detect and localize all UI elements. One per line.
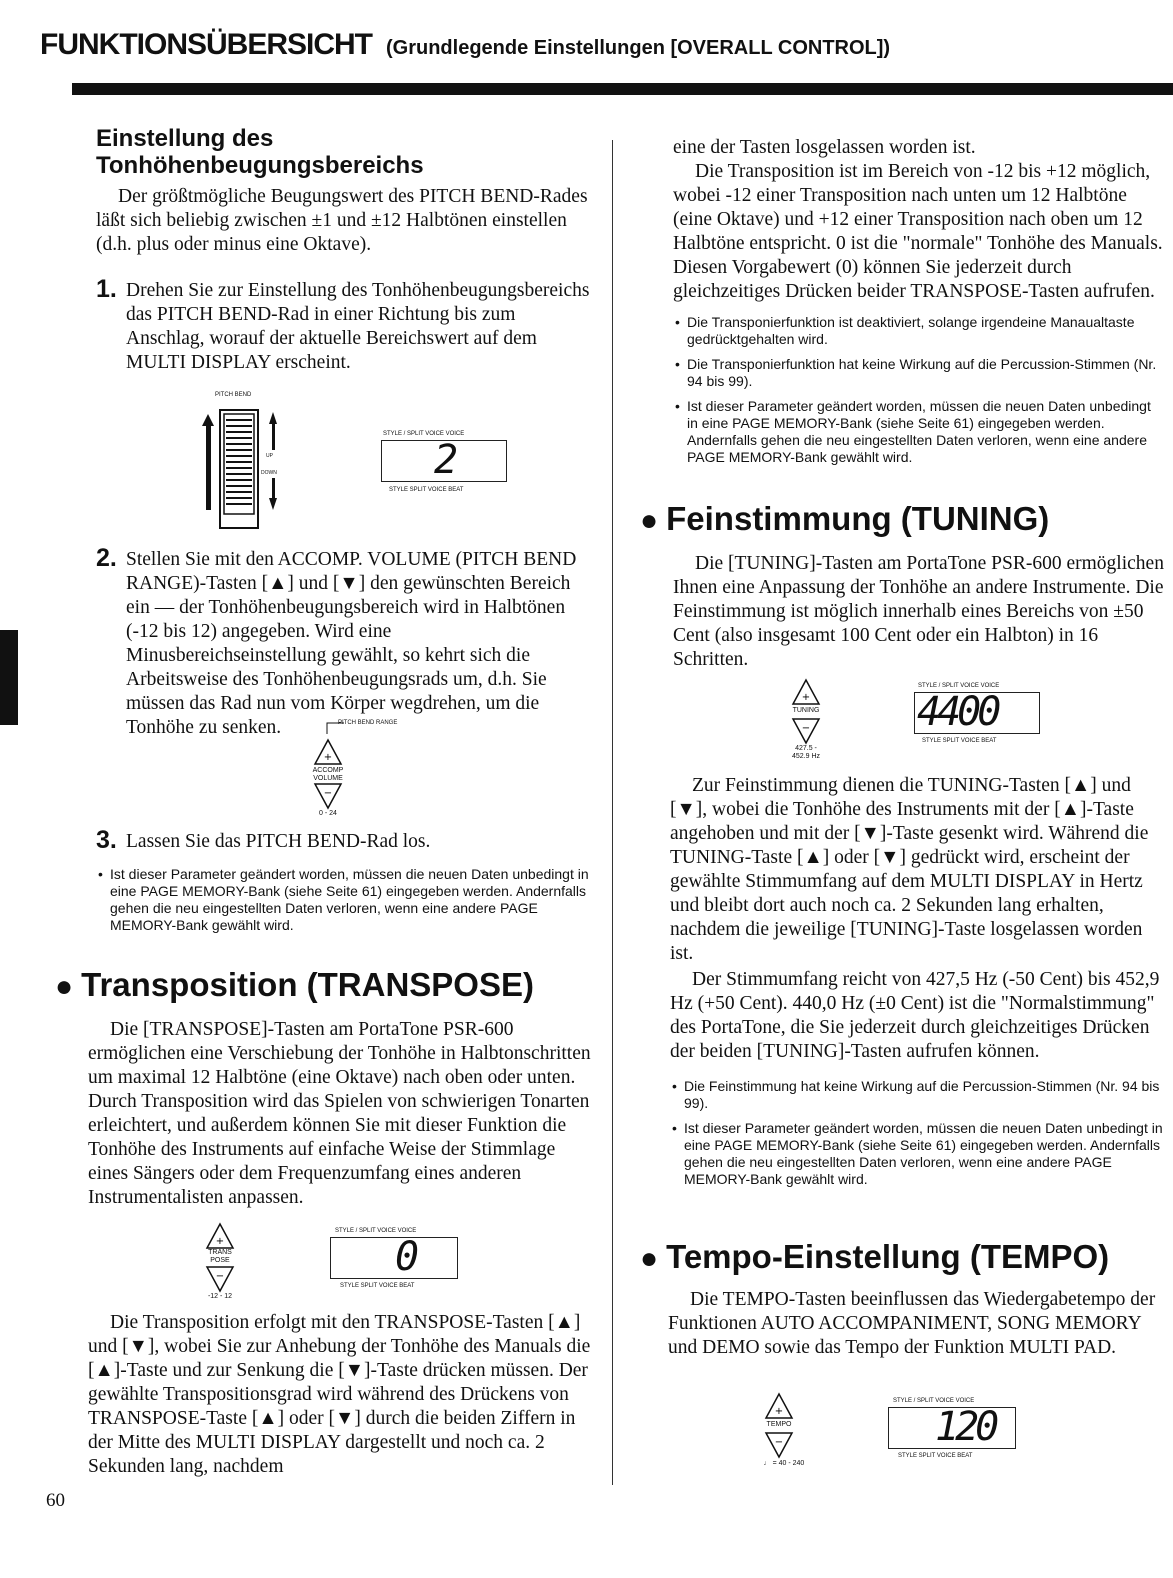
step-1 bbox=[96, 275, 591, 375]
note-pitch-bend: • Ist dieser Parameter geändert worden, müssen die neuen Daten unbedingt in eine PAGE MEMORY-Bank (siehe Seite 61) eingegeben werden. Andernfalls gehen die neu eingestellten Daten verloren, wenn eine andere PAGE MEMORY-Bank gewählt wird. bbox=[98, 866, 589, 933]
note-transpose-c: • Ist dieser Parameter geändert worden, müssen die neuen Daten unbedingt in eine PAGE MEMORY-Bank (siehe Seite 61) eingegeben werden. Andernfalls gehen die neu eingestellten Daten verloren, wenn eine andere PAGE MEMORY-Bank gewählt wird. bbox=[675, 398, 1151, 465]
accomp-label: ACCOMP bbox=[312, 767, 344, 774]
left-column-4 bbox=[88, 1311, 593, 1479]
up-triangle-button-icon[interactable] bbox=[205, 1222, 235, 1250]
bullet-icon: ● bbox=[55, 970, 74, 1003]
lcd-5-top-label: STYLE / SPLIT VOICE VOICE bbox=[893, 1398, 975, 1404]
note-transpose-a: • Die Transponierfunktion ist deaktiviert, solange irgendeine Manaualtaste gedrücktgehalten wird. bbox=[675, 314, 1135, 347]
lcd-4-top-label: STYLE / SPLIT VOICE VOICE bbox=[918, 683, 1000, 689]
page-title: FUNKTIONSÜBERSICHT bbox=[40, 28, 372, 61]
step-3-number: 3. bbox=[96, 826, 117, 854]
tempo-range: ♩ = 40 - 240 bbox=[763, 1460, 805, 1467]
tuning-range-2: 452.9 Hz bbox=[791, 753, 821, 760]
note-tuning-a: • Die Feinstimmung hat keine Wirkung auf die Percussion-Stimmen (Nr. 94 bis 99). bbox=[672, 1078, 1160, 1111]
left-column-2 bbox=[96, 544, 591, 740]
svg-text:−: − bbox=[801, 723, 811, 734]
transpose-heading: ● Transposition (TRANSPOSE) bbox=[55, 966, 534, 1003]
lcd-3-top-label: STYLE / SPLIT VOICE VOICE bbox=[335, 1228, 417, 1234]
lcd-display-transpose bbox=[330, 1234, 458, 1280]
step-2 bbox=[96, 544, 591, 740]
lcd-1-top-label: STYLE / SPLIT VOICE VOICE bbox=[383, 431, 465, 437]
down-triangle-button-icon[interactable] bbox=[764, 1431, 794, 1459]
tempo-label: TEMPO bbox=[766, 1421, 792, 1428]
page-subtitle: (Grundlegende Einstellungen [OVERALL CONTROL]) bbox=[386, 37, 891, 59]
volume-label: VOLUME bbox=[313, 775, 343, 782]
svg-text:+: + bbox=[801, 692, 811, 703]
transpose-continued: eine der Tasten losgelassen worden ist. bbox=[673, 137, 976, 158]
note-tuning-b: • Ist dieser Parameter geändert worden, müssen die neuen Daten unbedingt in eine PAGE MEMORY-Bank (siehe Seite 61) eingegeben werden. Andernfalls gehen die neu eingestellten Daten verloren, wenn eine andere PAGE MEMORY-Bank gewählt wird. bbox=[672, 1120, 1163, 1187]
tempo-heading: ● Tempo-Einstellung (TEMPO) bbox=[640, 1238, 1110, 1275]
down-triangle-button-icon[interactable] bbox=[791, 717, 821, 745]
lcd-3-value: 0 bbox=[395, 1234, 420, 1280]
svg-text:−: − bbox=[215, 1271, 225, 1282]
figure-pitch-bend bbox=[195, 390, 525, 530]
lcd-display-tuning bbox=[914, 689, 1040, 735]
lcd-display-tempo bbox=[888, 1404, 1016, 1450]
tuning-range-1: 427.5 - bbox=[795, 745, 817, 752]
bullet-icon: ● bbox=[640, 1242, 659, 1275]
up-triangle-button-icon[interactable] bbox=[764, 1392, 794, 1420]
right-column bbox=[673, 136, 1163, 466]
step-2-number: 2. bbox=[96, 544, 117, 572]
note-transpose-b: • Die Transponierfunktion hat keine Wirkung auf die Percussion-Stimmen (Nr. 94 bis 99). bbox=[675, 356, 1157, 389]
lcd-3-bottom-label: STYLE SPLIT VOICE BEAT bbox=[340, 1283, 415, 1289]
down-triangle-button-icon[interactable] bbox=[205, 1265, 235, 1293]
step-1-text: Drehen Sie zur Einstellung des Tonhöhenbeugungsbereichs das PITCH BEND-Rad in einer Richtung bis zum Anschlag, worauf der aktuelle Bereichswert auf dem MULTI DISPLAY erscheint. bbox=[126, 280, 590, 373]
pose-label: POSE bbox=[210, 1257, 230, 1264]
tempo-intro: Die TEMPO-Tasten beeinflussen das Wiedergabetempo der Funktionen AUTO ACCOMPANIMENT, SONG MEMORY und DEMO sowie das Tempo der Funktion MULTI PAD. bbox=[668, 1289, 1156, 1358]
lcd-4-bottom-label: STYLE SPLIT VOICE BEAT bbox=[922, 738, 997, 744]
up-triangle-button-icon[interactable] bbox=[791, 678, 821, 706]
pitch-bend-wheel-icon bbox=[195, 390, 290, 530]
tuning-intro: Die [TUNING]-Tasten am PortaTone PSR-600 ermöglichen Ihnen eine Anpassung der Tonhöhe an andere Instrumente. Die Feinstimmung ist möglich innerhalb eines Bereichs von ±50 Cent (also insgesamt 100 Cent oder ein Halbton) in 16 Schritten. bbox=[673, 553, 1164, 670]
page-number: 60 bbox=[46, 1490, 65, 1511]
column-divider bbox=[612, 140, 613, 1485]
down-label: DOWN bbox=[261, 470, 277, 476]
transpose-section bbox=[55, 966, 595, 1210]
tuning-section bbox=[640, 500, 1165, 672]
transpose-paragraph-2: Die Transposition erfolgt mit den TRANSPOSE-Tasten [▲] und [▼], wobei Sie zur Anhebung der Tonhöhe des Manuals die [▲]-Taste und zur Senkung die [▼]-Taste drücken müssen. Der gewählte Transpositionsgrad wird während des Drückens von TRANSPOSE-Taste [▲] oder [▼] durch die beiden Ziffern in der Mitte des MULTI DISPLAY dargestellt und noch ca. 2 Sekunden lang, nachdem bbox=[88, 1312, 591, 1477]
figure-tempo bbox=[760, 1390, 1040, 1480]
step-2-text: Stellen Sie mit den ACCOMP. VOLUME (PITCH BEND RANGE)-Tasten [▲] und [▼] den gewünschten Bereich ein — der Tonhöhenbeugungsbereich wird in Halbtönen (-12 bis 12) angegeben. Wird eine Minusbereichseinstellung gewählt, so kehrt sich die Arbeitsweise des Tonhöhenbeugungsrads um, d.h. Sie müssen das Rad nun vom Körper wegdrehen, um die Tonhöhe zu senken. bbox=[126, 549, 577, 738]
page-header bbox=[40, 28, 890, 62]
up-triangle-button-icon[interactable] bbox=[313, 738, 343, 766]
lcd-display-1 bbox=[381, 437, 507, 483]
step-1-number: 1. bbox=[96, 275, 117, 303]
accomp-volume-range: 0 - 24 bbox=[319, 810, 337, 817]
up-label: UP bbox=[266, 453, 273, 459]
lcd-5-bottom-label: STYLE SPLIT VOICE BEAT bbox=[898, 1453, 973, 1459]
pitch-bend-range-label: PITCH BEND RANGE bbox=[338, 720, 398, 726]
thumb-index-bar bbox=[0, 630, 18, 725]
header-rule bbox=[72, 83, 1173, 95]
pitch-bend-heading: Einstellung des Tonhöhenbeugungsbereichs bbox=[96, 125, 424, 179]
left-column bbox=[96, 125, 591, 375]
tuning-label: TUNING bbox=[792, 707, 820, 714]
lcd-4-value: 4400 bbox=[917, 689, 998, 735]
bullet-icon: ● bbox=[640, 504, 659, 537]
figure-transpose bbox=[195, 1220, 475, 1310]
left-column-3 bbox=[96, 826, 591, 934]
svg-text:+: + bbox=[323, 752, 333, 763]
tuning-paragraph-3: Der Stimmumfang reicht von 427,5 Hz (-50 Cent) bis 452,9 Hz (+50 Cent). 440,0 Hz (±0 Cent) ist die "Normalstimmung" des PortaTone, die Sie jederzeit durch gleichzeitiges Drücken der beiden [TUNING]-Tasten aufrufen können. bbox=[670, 969, 1160, 1062]
svg-text:+: + bbox=[215, 1236, 225, 1247]
transpose-range-paragraph: Die Transposition ist im Bereich von -12 bis +12 möglich, wobei -12 einer Transposition nach unten um 12 Halbtöne (eine Oktave) und +12 einer Transposition nach oben um 12 Halbtöne entspricht. 0 ist die "normale" Tonhöhe des Manuals. Diesen Vorgabewert (0) können Sie jederzeit durch gleichzeitiges Drücken beider TRANSPOSE-Tasten aufrufen. bbox=[673, 161, 1163, 302]
trans-label: TRANS bbox=[208, 1249, 232, 1256]
lcd-5-value: 120 bbox=[935, 1404, 996, 1450]
pitch-bend-intro: Der größtmögliche Beugungswert des PITCH BEND-Rades läßt sich beliebig zwischen ±1 und ±12 Halbtönen einstellen (d.h. plus oder minus eine Oktave). bbox=[96, 186, 588, 255]
tuning-heading: ● Feinstimmung (TUNING) bbox=[640, 500, 1050, 537]
lcd-1-bottom-label: STYLE SPLIT VOICE BEAT bbox=[389, 487, 464, 493]
svg-text:−: − bbox=[323, 788, 333, 799]
transpose-intro: Die [TRANSPOSE]-Tasten am PortaTone PSR-600 ermöglichen eine Verschiebung der Tonhöhe in Halbtonschritten um maximal 12 Halbtöne (eine Oktave) nach oben oder unten. Durch Transposition wird das Spielen von schwierigen Tonarten erleichtert, und außerdem können Sie mit dieser Funktion die Tonhöhe des Instruments auf einfache Weise der Stimmlage eines Sängers oder dem Frequenzumfang eines anderen Instrumentalisten anpassen. bbox=[88, 1019, 591, 1208]
right-column-2 bbox=[670, 774, 1165, 1188]
svg-text:+: + bbox=[774, 1406, 784, 1417]
down-triangle-button-icon[interactable] bbox=[313, 782, 343, 810]
step-3 bbox=[96, 826, 591, 854]
tuning-paragraph-2: Zur Feinstimmung dienen die TUNING-Tasten [▲] und [▼], wobei die Tonhöhe des Instruments mit der [▲]-Taste angehoben und mit der [▼]-Taste gesenkt wird. Während die TUNING-Taste [▲] oder [▼] gedrückt wird, erscheint der gewählte Stimmumfang auf dem MULTI DISPLAY in Hertz und bleibt dort auch noch ca. 2 Sekunden lang erhalten, nachdem die jeweilige [TUNING]-Taste losgelassen worden ist. bbox=[670, 775, 1149, 964]
figure-tuning bbox=[788, 676, 1048, 768]
svg-text:−: − bbox=[774, 1437, 784, 1448]
lcd-1-value: 2 bbox=[434, 437, 459, 483]
figure-accomp-volume bbox=[300, 718, 430, 823]
tempo-section bbox=[640, 1238, 1165, 1360]
step-3-text: Lassen Sie das PITCH BEND-Rad los. bbox=[126, 831, 431, 852]
pitch-bend-wheel-label: PITCH BEND bbox=[215, 392, 252, 398]
transpose-range: -12 - 12 bbox=[207, 1293, 233, 1300]
